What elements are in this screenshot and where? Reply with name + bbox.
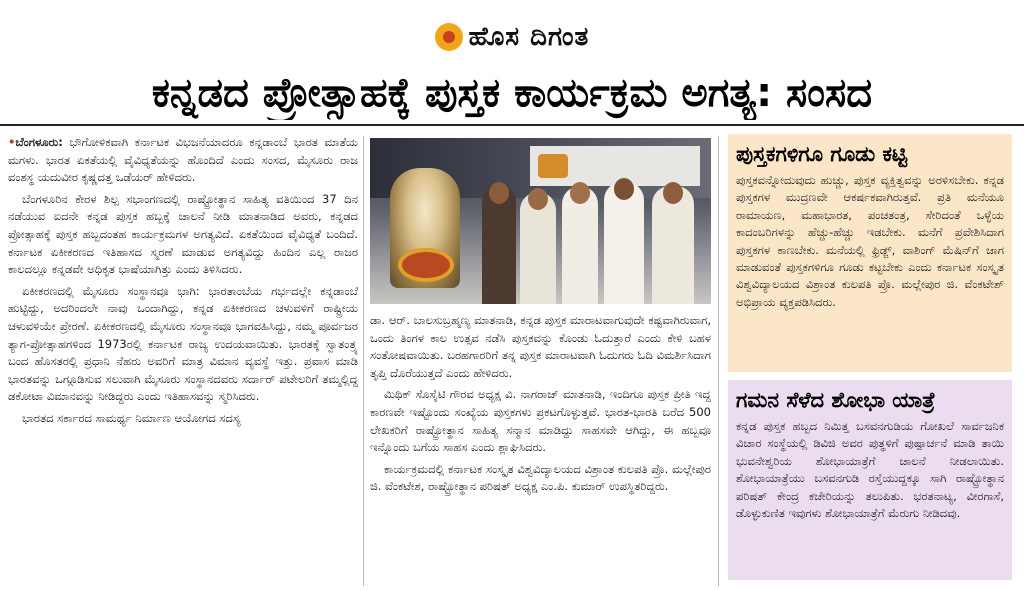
article-paragraph-5: ಡಾ. ಆರ್. ಬಾಲಸುಬ್ರಹ್ಮಣ್ಯ ಮಾತನಾಡಿ, ಕನ್ನಡ ಪುಸ್ತಕ ಮಾರಾಟವಾಗುವುದೇ ಕಷ್ಟವಾಗಿರುವಾಗ, ಒಂದು ತಿಂಗಳ ಕಾಲ ಉತ್ಸವ ನಡೆಸಿ ಪುಸ್ತಕವನ್ನು ಕೊಂಡು ಓದುತ್ತಾರೆ ಎಂದು ಕೇಳಿ ಬಹಳ ಸಂತೋಷವಾಯಿತು. ಬರಹಗಾರರಿಗೆ ತನ್ನ ಪುಸ್ತಕ ಮಾರಾಟವಾಗಿ ಓದುಗರು ಓದಿ ವಿಮರ್ಶಿಸಿದಾಗ ತೃಪ್ತಿ ದೊರೆಯುತ್ತದೆ ಎಂದು ಹೇಳಿದರು. — [370, 313, 711, 380]
photo-head-5 — [663, 182, 683, 204]
paragraph-text: ಭೌಗೋಳಿಕವಾಗಿ ಕರ್ನಾಟಕ ವಿಭಜನೆಯಾದರೂ ಕನ್ನಡಾಂಬೆ ಭಾರತ ಮಾತೆಯ ಮಗಳು. ಭಾರತ ಏಕತೆಯಲ್ಲಿ ವೈವಿಧ್ಯತೆಯನ್ನು ಹೊಂದಿದೆ ಎಂದು ಸಂಸದ, ಮೈಸೂರು ರಾಜ ವಂಶಸ್ಥ ಯದುವೀರ ಕೃಷ್ಣದತ್ತ ಒಡೆಯರ್ ಹೇಳಿದರು. — [8, 135, 358, 185]
sidebar-box-books — [728, 134, 1012, 372]
article-column-left — [8, 134, 358, 586]
photo-head-2 — [528, 188, 548, 210]
headline-divider — [0, 124, 1024, 126]
article-paragraph-2: ಬೆಂಗಳೂರಿನ ಕೇರಳ ಶಿಲ್ಪ ಸಭಾಂಗಣದಲ್ಲಿ ರಾಷ್ಟ್ರೋತ್ಥಾನ ಸಾಹಿತ್ಯ ವತಿಯಿಂದ 37 ದಿನ ನಡೆಯುವ ಐದನೇ ಕನ್ನಡ ಪುಸ್ತಕ ಹಬ್ಬಕ್ಕೆ ಚಾಲನೆ ನೀಡಿ ಮಾತನಾಡಿದ ಅವರು, ಕನ್ನಡದ ಪ್ರೋತ್ಸಾಹಕ್ಕೆ ಪುಸ್ತಕ ಹಬ್ಬದಂತಹ ಕಾರ್ಯಕ್ರಮಗಳ ಅಗತ್ಯವಿದೆ. ಏಕತೆಯಿಂದ ವೈವಿಧ್ಯತೆ ಬಂದಿದೆ. ಕರ್ನಾಟಕ ಏಕೀಕರಣದ ಇತಿಹಾಸದ ಸ್ಮರಣೆ ಮಾಡುವ ಅಗತ್ಯವಿದ್ದು ಹಿಂದಿನ ಎಲ್ಲ ರಾಜರ ಕಾಲದಲ್ಲೂ ಕನ್ನಡವೇ ಅಧಿಕೃತ ಭಾಷೆಯಾಗಿತ್ತು ಎಂದು ತಿಳಿಸಿದರು. — [8, 191, 358, 277]
sidebar-box-title: ಗಮನ ಸೆಳೆದ ಶೋಭಾ ಯಾತ್ರೆ — [736, 388, 936, 412]
dateline: ಬೆಂಗಳೂರು: — [15, 135, 63, 149]
event-photo — [370, 138, 711, 304]
newspaper-logo-icon — [435, 23, 463, 51]
sidebar-box-text: ಪುಸ್ತಕವನ್ನೋದುವುದು ಹುಚ್ಚು, ಪುಸ್ತಕ ವ್ಯಕ್ತಿತ್ವವನ್ನು ಅರಳಿಸಬೇಕು. ಕನ್ನಡ ಪುಸ್ತಕಗಳ ಮುದ್ರಣವೇ ಆಕರ್ಷಕವಾಗಿರುತ್ತವೆ. ಪ್ರತಿ ಮನೆಯೂ ರಾಮಾಯಣ, ಮಹಾಭಾರತ, ಪಂಚತಂತ್ರ, ಸೇರಿದಂತೆ ಒಳ್ಳೆಯ ಕಾದಂಬರಿಗಳನ್ನು ಹೆಚ್ಚು-ಹೆಚ್ಚು ಇಡಬೇಕು. ಮನೆಗೆ ಪ್ರವೇಶಿಸಿದಾಗ ಪುಸ್ತಕಗಳ ಕಾಣಬೇಕು. ಮನೆಯಲ್ಲಿ ಫ್ರಿಡ್ಜ್, ವಾಶಿಂಗ್ ಮೆಷಿನ್‌ಗೆ ಜಾಗ ಮಾಡುವಂತೆ ಪುಸ್ತಕಗಳಿಗೂ ಗೂಡು ಕಟ್ಟಬೇಕು ಎಂದು ಕರ್ನಾಟಕ ಸಂಸ್ಕೃತ ವಿಶ್ವವಿದ್ಯಾಲಯದ ವಿಶ್ರಾಂತ ಕುಲಪತಿ ಪ್ರೊ. ಮಲ್ಲೇಪುರ ಜಿ. ವೆಂಕಟೇಶ್ ಅಭಿಪ್ರಾಯ ವ್ಯಕ್ತಪಡಿಸಿದರು. — [736, 173, 1004, 309]
photo-head-4 — [614, 178, 634, 200]
article-paragraph-3: ಏಕೀಕರಣದಲ್ಲಿ ಮೈಸೂರು ಸಂಸ್ಥಾನವೂ ಭಾಗಿ: ಭಾರತಾಂಬೆಯ ಗರ್ಭದಲ್ಲೇ ಕನ್ನಡಾಂಬೆ ಹುಟ್ಟಿದ್ದು, ಅದರಿಂದಲೇ ನಾವು ಒಂದಾಗಿದ್ದು, ಕನ್ನಡ ಏಕೀಕರಣದ ಚಳುವಳಿಗೆ ರಾಷ್ಟ್ರೀಯ ಚಳುವಳಿಯೇ ಪ್ರೇರಣೆ. ಏಕೀಕರಣದಲ್ಲಿ ಮೈಸೂರು ಸಂಸ್ಥಾನವೂ ಭಾಗವಹಿಸಿದ್ದು, ನಮ್ಮ ಪೂರ್ವಜರ ತ್ಯಾಗ-ಪ್ರೋತ್ಸಾಹಗಳಿಂದ 1973ರಲ್ಲಿ ಕರ್ನಾಟಕ ರಾಜ್ಯ ಉದಯವಾಯಿತು. ಭಾರತಕ್ಕೆ ಸ್ವಾತಂತ್ರ್ಯ ಬಂದ ಹೊಸತರಲ್ಲಿ ಪ್ರಧಾನಿ ನೆಹರು ಅವರಿಗೆ ಮಾತ್ರ ವಿಮಾನ ವ್ಯವಸ್ಥೆ ಇತ್ತು. ಪ್ರವಾಸ ಮಾಡಿ ಭಾರತವನ್ನು ಒಗ್ಗೂಡಿಸುವ ಸಲುವಾಗಿ ಮೈಸೂರು ಸಂಸ್ಥಾನದವರು ಸರ್ದಾರ್ ಪಟೇಲರಿಗೆ ತಮ್ಮಲ್ಲಿದ್ದ ಡಕೋಟಾ ವಿಮಾನವನ್ನು ನೀಡಿದ್ದರು ಎಂದು ಇತಿಹಾಸವನ್ನು ಸ್ಮರಿಸಿದರು. — [8, 283, 358, 404]
sidebar-box-text: ಕನ್ನಡ ಪುಸ್ತಕ ಹಬ್ಬದ ನಿಮಿತ್ತ ಬಸವನಗುಡಿಯ ಗೋಖಲೆ ಸಾರ್ವಜನಿಕ ವಿಚಾರ ಸಂಸ್ಥೆಯಲ್ಲಿ ಡಿವಿಜಿ ಅವರ ಪುತ್ಥಳಿಗೆ ಪುಷ್ಪಾರ್ಚನೆ ಮಾಡಿ ತಾಯಿ ಭುವನೇಶ್ವರಿಯ ಶೋಭಾಯಾತ್ರೆಗೆ ಚಾಲನೆ ನೀಡಲಾಯಿತು. ಶೋಭಾಯಾತ್ರೆಯು ಬಸವನಗುಡಿ ರಸ್ತೆಯುದ್ದಕ್ಕೂ ಸಾಗಿ ರಾಷ್ಟ್ರೋತ್ಥಾನ ಪರಿಷತ್ ಕೇಂದ್ರ ಕಚೇರಿಯನ್ನು ತಲುಪಿತು. ಭರತನಾಟ್ಯ, ವೀರಗಾಸೆ, ಡೊಳ್ಳುಕುಣಿತ ಇವುಗಳು ಶೋಭಾಯಾತ್ರೆಗೆ ಮೆರುಗು ನೀಡಿದವು. — [736, 419, 1004, 521]
photo-head-3 — [570, 182, 590, 204]
bullet-icon: • — [8, 135, 16, 149]
photo-stage-banner — [530, 146, 700, 186]
sidebar-box-title: ಪುಸ್ತಕಗಳಿಗೂ ಗೂಡು ಕಟ್ಟಿ — [736, 142, 908, 166]
article-paragraph-1 — [8, 134, 358, 187]
photo-person-4 — [604, 182, 644, 304]
photo-head-1 — [489, 182, 509, 204]
article-paragraph-7: ಕಾರ್ಯಕ್ರಮದಲ್ಲಿ ಕರ್ನಾಟಕ ಸಂಸ್ಕೃತ ವಿಶ್ವವಿದ್ಯಾಲಯದ ವಿಶ್ರಾಂತ ಕುಲಪತಿ ಪ್ರೊ. ಮಲ್ಲೇಪುರ ಜಿ. ವೆಂಕಟೇಶ, ರಾಷ್ಟ್ರೋತ್ಥಾನ ಪರಿಷತ್ ಅಧ್ಯಕ್ಷ ಎಂ.ಪಿ. ಕುಮಾರ್ ಉಪಸ್ಥಿತರಿದ್ದರು. — [370, 461, 711, 494]
article-paragraph-6: ಮಿಥಿಕ್ ಸೊಸೈಟಿ ಗೌರವ ಅಧ್ಯಕ್ಷ ವಿ. ನಾಗರಾಜ್ ಮಾತನಾಡಿ, ಇಂದಿಗೂ ಪುಸ್ತಕ ಪ್ರೀತಿ ಇದ್ದ ಕಾರಣವೇ ಇಷ್ಟೊಂದು ಸಂಖ್ಯೆಯ ಪುಸ್ತಕಗಳು ಪ್ರಕಟಗೊಳ್ಳುತ್ತವೆ. ಭಾರತ-ಭಾರತಿ ಬರೆದ 500 ಲೇಖಕರಿಗೆ ರಾಷ್ಟ್ರೋತ್ಥಾನ ಸಾಹಿತ್ಯ ಸನ್ಮಾನ ಮಾಡಿದ್ದು ಸಾಹಸವೇ ಆಗಿದ್ದು, ಈ ಹಬ್ಬವೂ ಇನ್ನೊಂದು ಬಗೆಯ ಸಾಹಸ ಎಂದು ಶ್ಲಾಘಿಸಿದರು. — [370, 387, 711, 455]
article-column-middle — [370, 312, 711, 586]
newspaper-name: ಹೊಸ ದಿಗಂತ — [468, 21, 590, 52]
photo-garland — [398, 248, 454, 282]
article-headline: ಕನ್ನಡದ ಪ್ರೋತ್ಸಾಹಕ್ಕೆ ಪುಸ್ತಕ ಕಾರ್ಯಕ್ರಮ ಅಗತ್ಯ: ಸಂಸದ — [151, 70, 873, 116]
column-divider — [718, 136, 719, 586]
masthead — [0, 14, 1024, 60]
column-divider — [363, 136, 364, 586]
article-paragraph-4: ಭಾರತದ ಸರ್ಕಾರದ ಸಾಮರ್ಥ್ಯ ನಿರ್ಮಾಣ ಆಯೋಗದ ಸದಸ್ಯ — [22, 410, 241, 425]
sidebar-box-procession — [728, 380, 1012, 580]
